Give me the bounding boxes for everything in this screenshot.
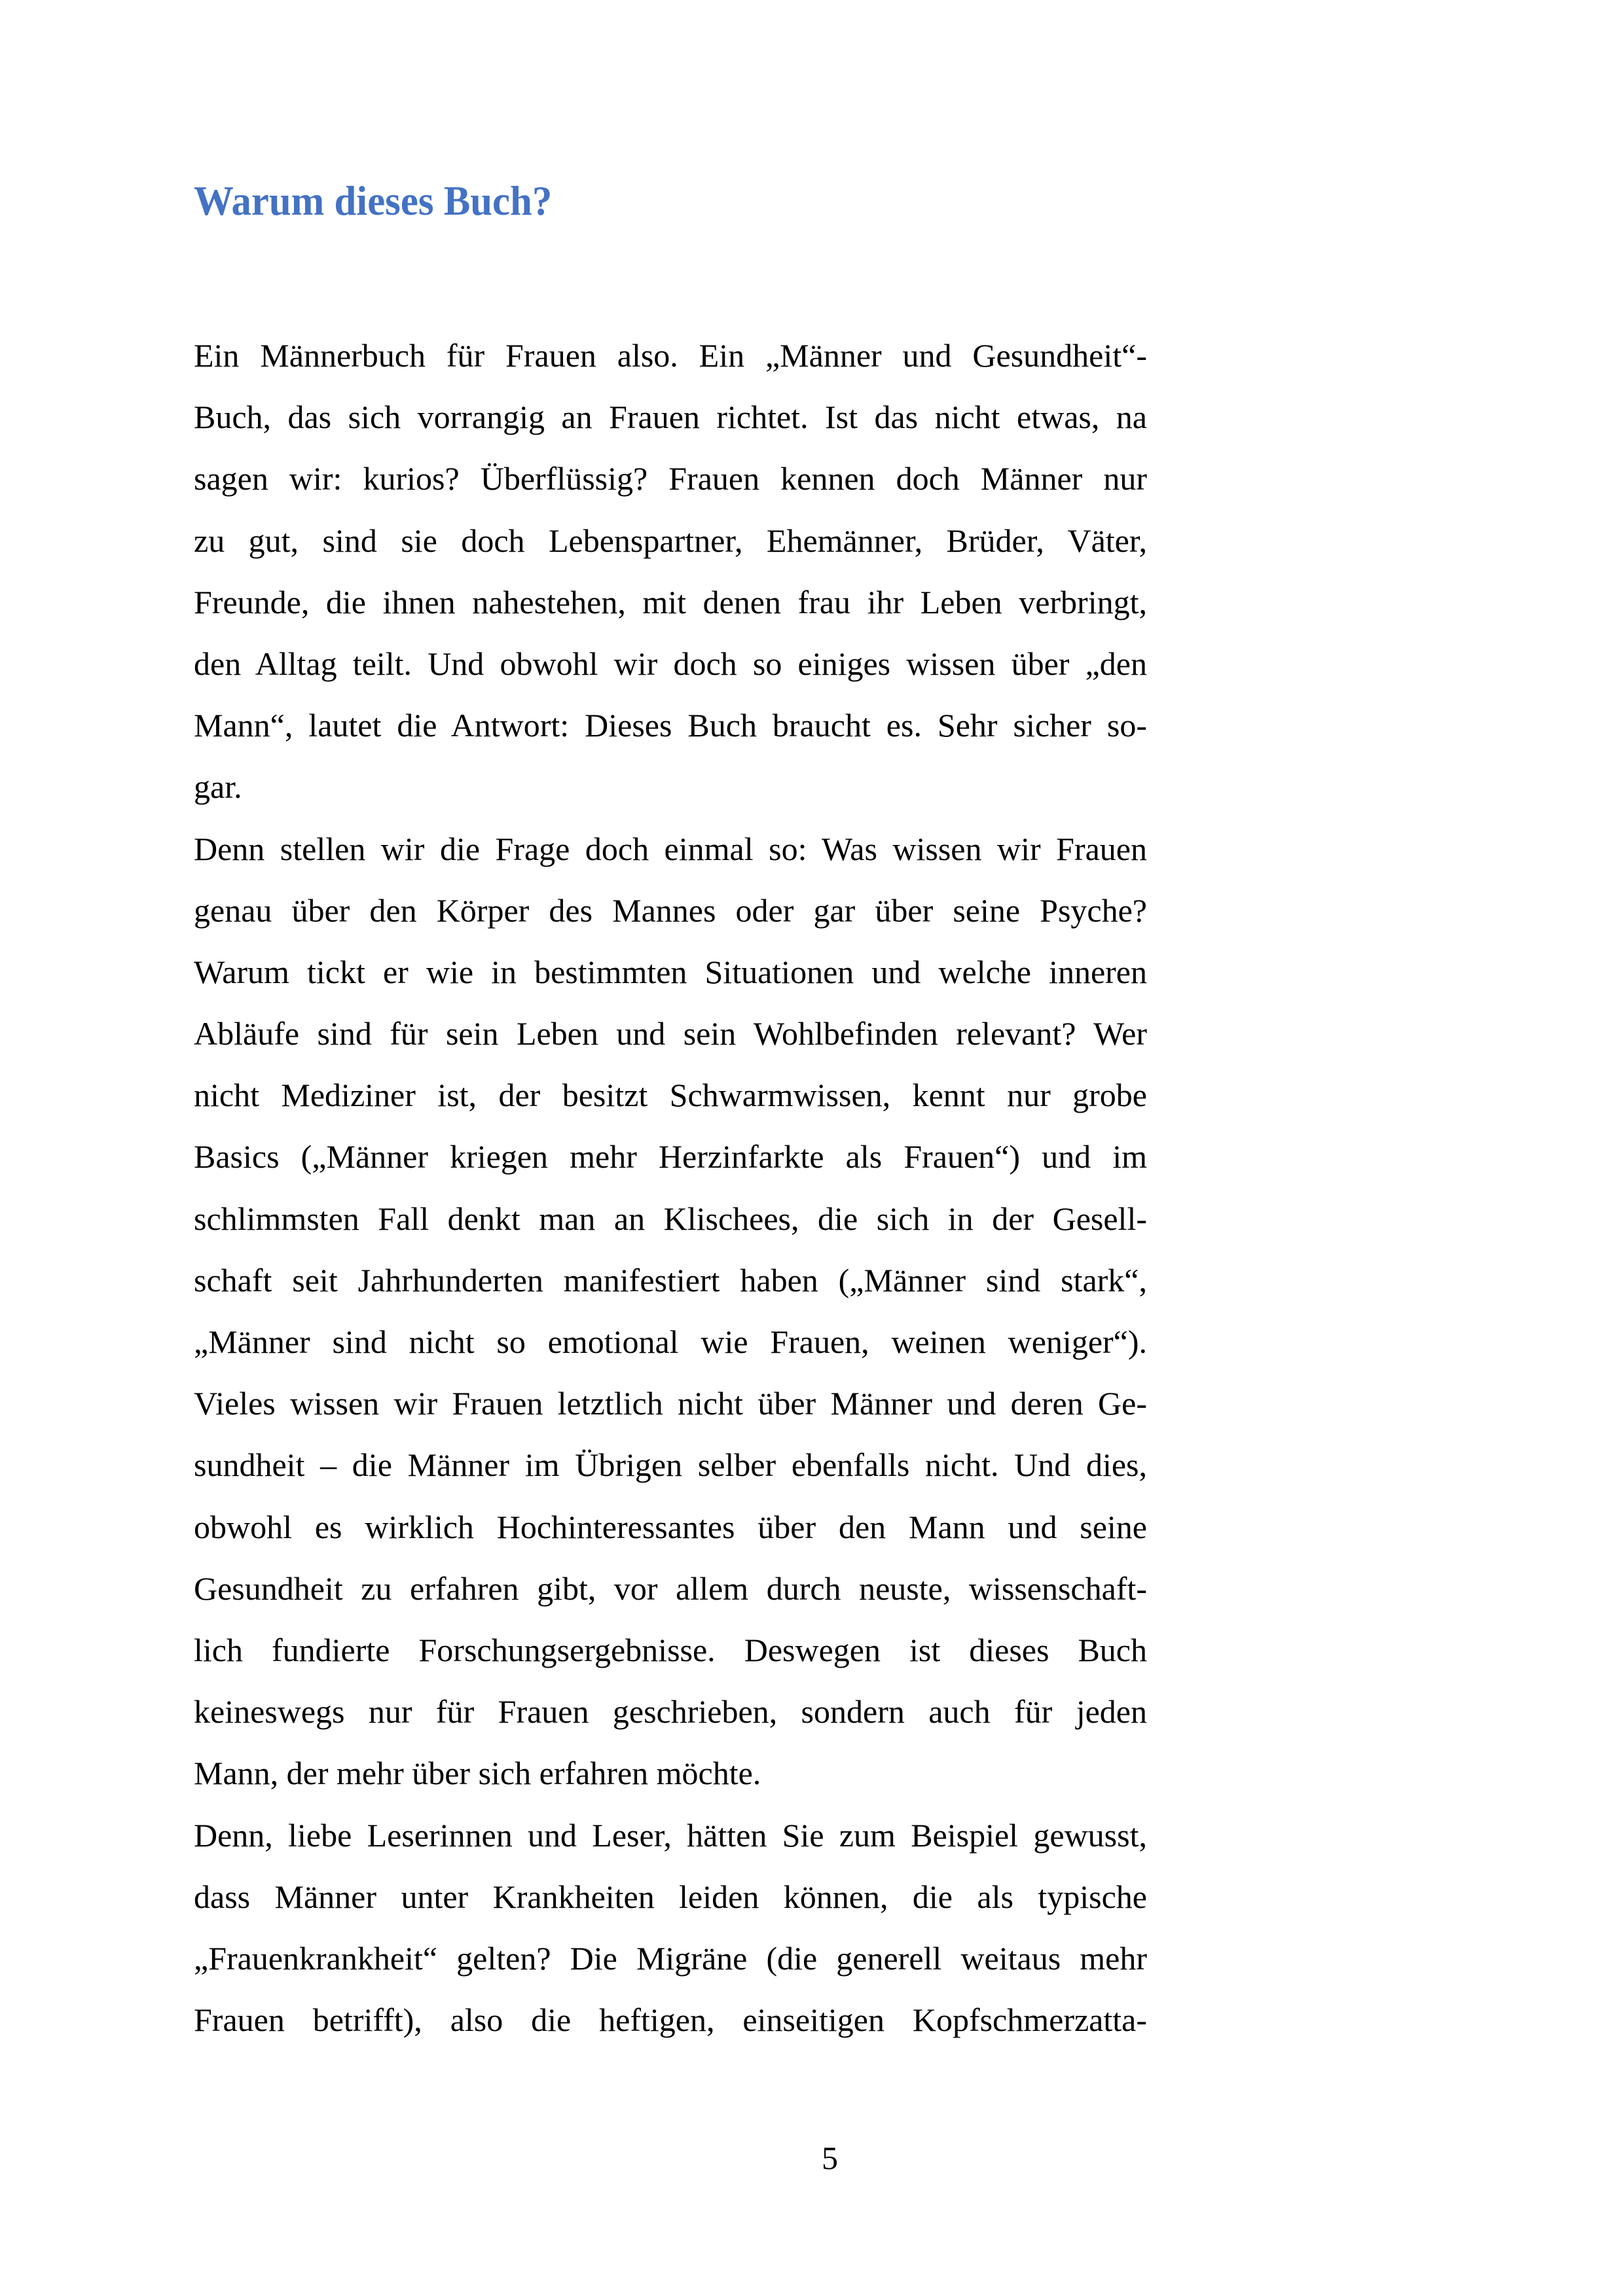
text-line: keineswegs nur für Frauen geschrieben, sondern auch für jeden — [194, 1693, 1147, 1731]
text-line: Vieles wissen wir Frauen letztlich nicht über Männer und deren Ge- — [194, 1385, 1147, 1422]
text-line: gar. — [194, 768, 242, 806]
text-line: schlimmsten Fall denkt man an Klischees, die sich in der Gesell- — [194, 1200, 1147, 1237]
body-text — [194, 325, 1147, 2051]
text-line: Ein Männerbuch für Frauen also. Ein „Männer und Gesundheit“- — [194, 337, 1147, 374]
text-line: schaft seit Jahrhunderten manifestiert haben („Männer sind stark“, — [194, 1261, 1147, 1299]
paragraph-2 — [194, 818, 1147, 1804]
text-line: sagen wir: kurios? Überflüssig? Frauen kennen doch Männer nur — [194, 460, 1147, 497]
text-line: Denn, liebe Leserinnen und Leser, hätten Sie zum Beispiel gewusst, — [194, 1816, 1147, 1854]
text-line: Mann“, lautet die Antwort: Dieses Buch braucht es. Sehr sicher so- — [194, 707, 1147, 744]
text-line: Abläufe sind für sein Leben und sein Wohlbefinden relevant? Wer — [194, 1015, 1147, 1052]
text-line: lich fundierte Forschungsergebnisse. Deswegen ist dieses Buch — [194, 1631, 1147, 1668]
text-line: zu gut, sind sie doch Lebenspartner, Ehemänner, Brüder, Väter, — [194, 522, 1147, 559]
text-line: sundheit – die Männer im Übrigen selber ebenfalls nicht. Und dies, — [194, 1446, 1147, 1484]
page-number: 5 — [822, 2140, 838, 2176]
text-line: Warum tickt er wie in bestimmten Situationen und welche inneren — [194, 953, 1147, 990]
text-line: Basics („Männer kriegen mehr Herzinfarkte als Frauen“) und im — [194, 1138, 1147, 1175]
text-line: „Männer sind nicht so emotional wie Frauen, weinen weniger“). — [194, 1323, 1147, 1360]
text-line: genau über den Körper des Mannes oder gar über seine Psyche? — [194, 891, 1147, 929]
text-line: obwohl es wirklich Hochinteressantes über den Mann und seine — [194, 1508, 1147, 1545]
text-line: Mann, der mehr über sich erfahren möchte. — [194, 1755, 761, 1792]
text-line: Buch, das sich vorrangig an Frauen richtet. Ist das nicht etwas, na — [194, 399, 1147, 436]
text-line: nicht Mediziner ist, der besitzt Schwarmwissen, kennt nur grobe — [194, 1077, 1147, 1114]
text-line: Gesundheit zu erfahren gibt, vor allem durch neuste, wissenschaft- — [194, 1570, 1147, 1607]
text-line: Frauen betrifft), also die heftigen, einseitigen Kopfschmerzatta- — [194, 2001, 1147, 2039]
text-line: Freunde, die ihnen nahestehen, mit denen frau ihr Leben verbringt, — [194, 583, 1147, 620]
text-line: „Frauenkrankheit“ gelten? Die Migräne (die generell weitaus mehr — [194, 1939, 1147, 1977]
paragraph-3 — [194, 1804, 1147, 2051]
text-line: Denn stellen wir die Frage doch einmal so: Was wissen wir Frauen — [194, 830, 1147, 867]
text-line: dass Männer unter Krankheiten leiden können, die als typische — [194, 1878, 1147, 1915]
chapter-heading: Warum dieses Buch? — [194, 177, 553, 224]
text-line: den Alltag teilt. Und obwohl wir doch so einiges wissen über „den — [194, 645, 1147, 682]
paragraph-1 — [194, 325, 1147, 818]
